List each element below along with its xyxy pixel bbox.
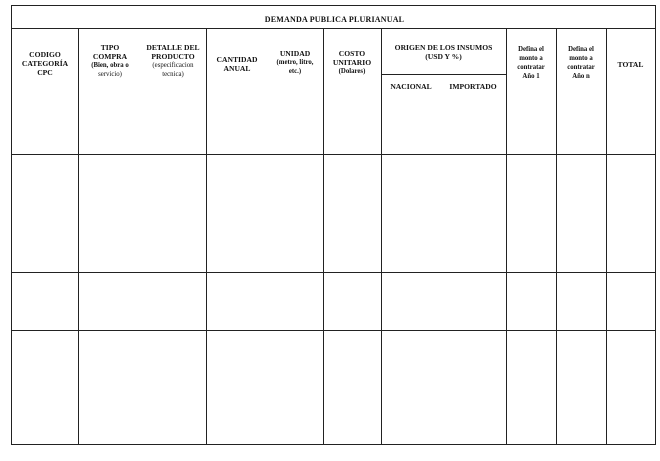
header-unidad: UNIDAD (metro, litro, etc.) [276, 49, 314, 75]
header-origen-insumos: ORIGEN DE LOS INSUMOS (USD Y %) [394, 43, 493, 61]
title-divider [12, 28, 655, 29]
header-total: TOTAL [617, 60, 644, 69]
header-monto-anio-n: Defina el monto a contratar Año n [567, 46, 595, 80]
header-tipo-compra: TIPO COMPRA (Bien, obra o servicio) [91, 43, 129, 78]
header-nacional: NACIONAL [390, 82, 432, 91]
header-detalle-producto: DETALLE DEL PRODUCTO (especificacion tecnica) [146, 43, 200, 78]
table-row[interactable] [12, 273, 655, 330]
table-title: DEMANDA PUBLICA PLURIANUAL [264, 15, 405, 24]
table-row[interactable] [12, 331, 655, 444]
table-row[interactable] [12, 155, 655, 272]
origen-divider [381, 74, 506, 75]
header-costo-unitario: COSTO UNITARIO (Dolares) [332, 49, 372, 75]
demanda-table [11, 5, 656, 445]
header-importado: IMPORTADO [449, 82, 497, 91]
header-monto-anio-1: Defina el monto a contratar Año 1 [517, 46, 545, 80]
header-cantidad-anual: CANTIDAD ANUAL [216, 55, 258, 73]
header-codigo: CODIGO CATEGORÍA CPC [21, 50, 69, 77]
